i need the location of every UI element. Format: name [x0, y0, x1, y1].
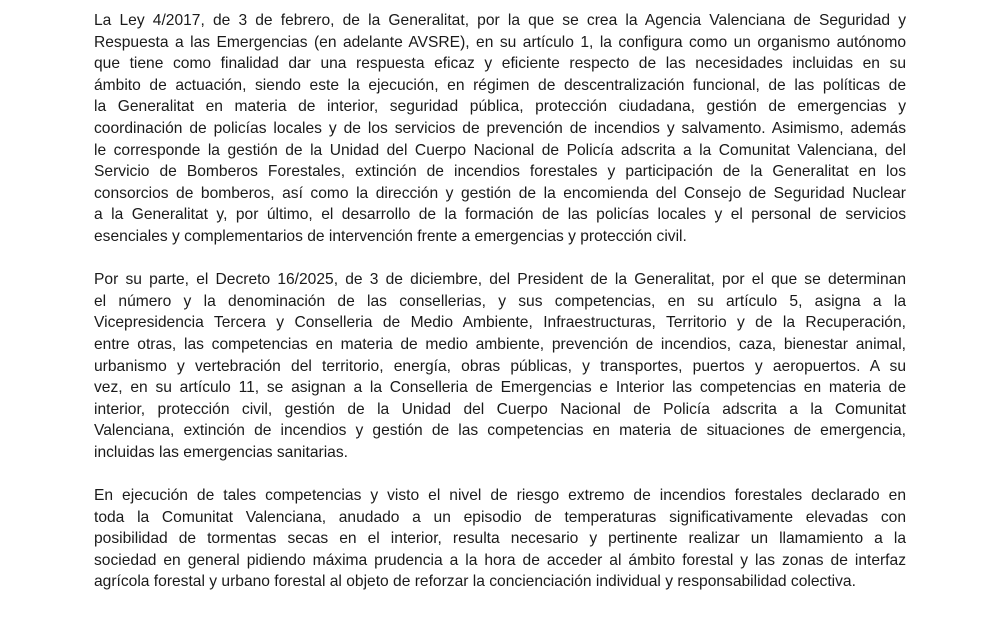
text-line: la Generalitat en materia de interior, seguridad pública, protección ciudadana, gestión de emergencias y — [94, 98, 906, 116]
text-line: incluidas las emergencias sanitarias. — [94, 443, 348, 461]
paragraph-1 — [94, 10, 906, 248]
text-line: interior, protección civil, gestión de la Unidad del Cuerpo Nacional de Policía adscrita a la Comunitat — [94, 400, 906, 418]
paragraph-2 — [94, 269, 906, 463]
text-line: sociedad en general pidiendo máxima prudencia a la hora de acceder al ámbito forestal y las zonas de interfaz — [94, 551, 906, 569]
text-line: urbanismo y vertebración del territorio, energía, obras públicas, y transportes, puertos y aeropuertos. A su — [94, 357, 906, 375]
text-line: Por su parte, el Decreto 16/2025, de 3 de diciembre, del President de la Generalitat, por el que se determinan — [94, 271, 906, 289]
text-line: vez, en su artículo 11, se asignan a la Conselleria de Emergencias e Interior las competencias en materia de — [94, 379, 906, 397]
text-line: agrícola forestal y urbano forestal al objeto de reforzar la concienciación individual y responsabilidad colectiva. — [94, 573, 856, 591]
text-line: el número y la denominación de las consellerias, y sus competencias, en su artículo 5, asigna a la — [94, 292, 906, 310]
text-line: entre otras, las competencias en materia de medio ambiente, prevención de incendios, caza, bienestar animal, — [94, 335, 906, 353]
text-line: Valenciana, extinción de incendios y gestión de las competencias en materia de situaciones de emergencia, — [94, 422, 906, 440]
text-line: ámbito de actuación, siendo este la ejecución, en régimen de descentralización funcional, de las políticas de — [94, 76, 906, 94]
text-line: a la Generalitat y, por último, el desarrollo de la formación de las policías locales y el personal de servicios — [94, 206, 906, 224]
text-line: toda la Comunitat Valenciana, anudado a un episodio de temperaturas significativamente elevadas con — [94, 508, 906, 526]
text-line: que tiene como finalidad dar una respuesta eficaz y eficiente respecto de las necesidades incluidas en su — [94, 55, 906, 73]
text-line: Servicio de Bomberos Forestales, extinción de incendios forestales y participación de la Generalitat en los — [94, 163, 906, 181]
document-page — [94, 10, 906, 615]
text-line: coordinación de policías locales y de los servicios de prevención de incendios y salvamento. Asimismo, además — [94, 119, 906, 137]
text-line: esenciales y complementarios de intervención frente a emergencias y protección civil. — [94, 227, 687, 245]
text-line: La Ley 4/2017, de 3 de febrero, de la Generalitat, por la que se crea la Agencia Valenciana de Seguridad y — [94, 12, 906, 29]
paragraph-3 — [94, 485, 906, 593]
text-line: Vicepresidencia Tercera y Conselleria de Medio Ambiente, Infraestructuras, Territorio y de la Recuperación, — [94, 314, 906, 332]
text-line: le corresponde la gestión de la Unidad del Cuerpo Nacional de Policía adscrita a la Comunitat Valenciana, del — [94, 141, 906, 159]
text-line: En ejecución de tales competencias y visto el nivel de riesgo extremo de incendios forestales declarado en — [94, 487, 906, 505]
text-line: Respuesta a las Emergencias (en adelante AVSRE), en su artículo 1, la configura como un organismo autónomo — [94, 33, 906, 51]
text-line: consorcios de bomberos, así como la dirección y gestión de la encomienda del Consejo de Seguridad Nuclear — [94, 184, 906, 202]
text-line: posibilidad de tormentas secas en el interior, resulta necesario y pertinente realizar un llamamiento a la — [94, 530, 906, 548]
